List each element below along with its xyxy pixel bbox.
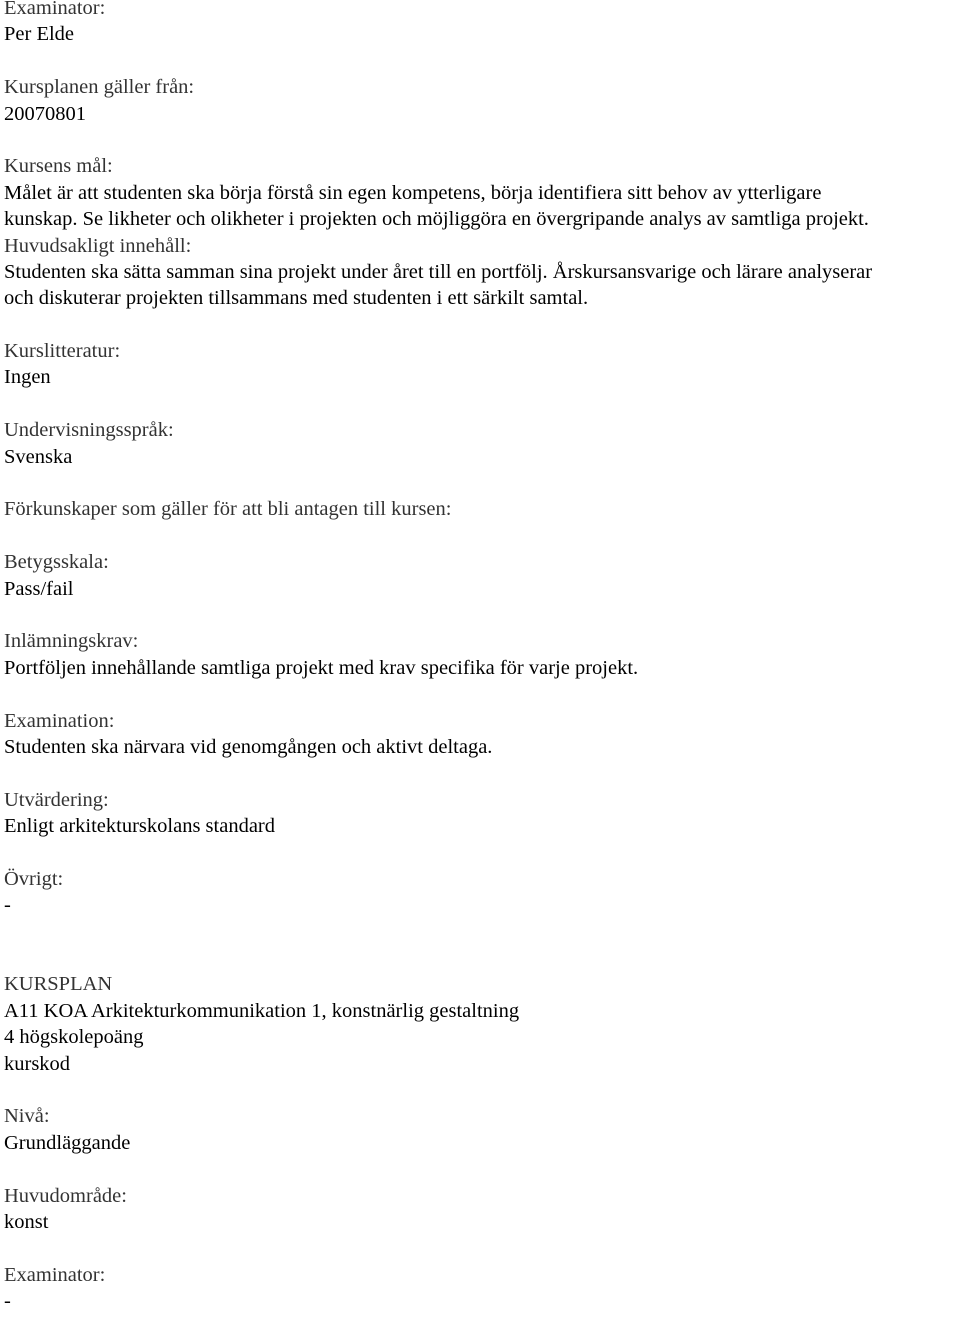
evaluation-value: Enligt arkitekturskolans standard: [4, 815, 275, 838]
main-content-text-line-1: Studenten ska sätta samman sina projekt under året till en portfölj. Årskursansvarige och lärare analyserar: [4, 260, 873, 283]
prerequisites-label: Förkunskaper som gäller för att bli antagen till kursen:: [4, 498, 452, 521]
literature-value: Ingen: [4, 366, 51, 389]
course-syllabus-document: [4, 0, 956, 1315]
valid-from-label: Kursplanen gäller från:: [4, 76, 195, 99]
grading-scale-value: Pass/fail: [4, 577, 74, 600]
syllabus-section-2: [4, 971, 956, 1314]
course-goals-text-line-2: kunskap. Se likheter och olikheter i projekten och möjliggöra en övergripande analys av samtliga projekt.: [4, 208, 869, 231]
other-label: Övrigt:: [4, 867, 64, 890]
level-label: Nivå:: [4, 1105, 50, 1128]
examinator-value: Per Elde: [4, 23, 75, 46]
examination-value: Studenten ska närvara vid genomgången och aktivt deltaga.: [4, 735, 493, 758]
main-content-label: Huvudsakligt innehåll:: [4, 234, 192, 257]
main-content-text-line-2: och diskuterar projekten tillsammans med studenten i ett särkilt samtal.: [4, 287, 589, 310]
literature-label: Kurslitteratur:: [4, 340, 121, 363]
syllabus-heading: KURSPLAN: [4, 973, 113, 996]
valid-from-value: 20070801: [4, 102, 86, 125]
examinator-label-2: Examinator:: [4, 1263, 106, 1286]
course-title: A11 KOA Arkitekturkommunikation 1, konstnärlig gestaltning: [4, 999, 520, 1022]
examinator-value-2: -: [4, 1290, 11, 1313]
course-code: kurskod: [4, 1052, 71, 1075]
syllabus-section-1: [4, 0, 956, 919]
course-goals-text-line-1: Målet är att studenten ska börja förstå sin egen kompetens, börja identifiera sitt behov av ytterligare: [4, 181, 822, 204]
grading-scale-label: Betygsskala:: [4, 551, 109, 574]
submission-requirements-label: Inlämningskrav:: [4, 630, 139, 653]
main-area-label: Huvudområde:: [4, 1184, 127, 1207]
teaching-language-value: Svenska: [4, 445, 73, 468]
main-area-value: konst: [4, 1210, 49, 1233]
evaluation-label: Utvärdering:: [4, 788, 109, 811]
submission-requirements-value: Portföljen innehållande samtliga projekt med krav specifika för varje projekt.: [4, 656, 639, 679]
other-value: -: [4, 894, 11, 917]
examinator-label: Examinator:: [4, 0, 106, 19]
level-value: Grundläggande: [4, 1131, 131, 1154]
course-goals-label: Kursens mål:: [4, 155, 113, 178]
teaching-language-label: Undervisningsspråk:: [4, 419, 174, 442]
examination-label: Examination:: [4, 709, 115, 732]
course-credits: 4 högskolepoäng: [4, 1026, 144, 1049]
